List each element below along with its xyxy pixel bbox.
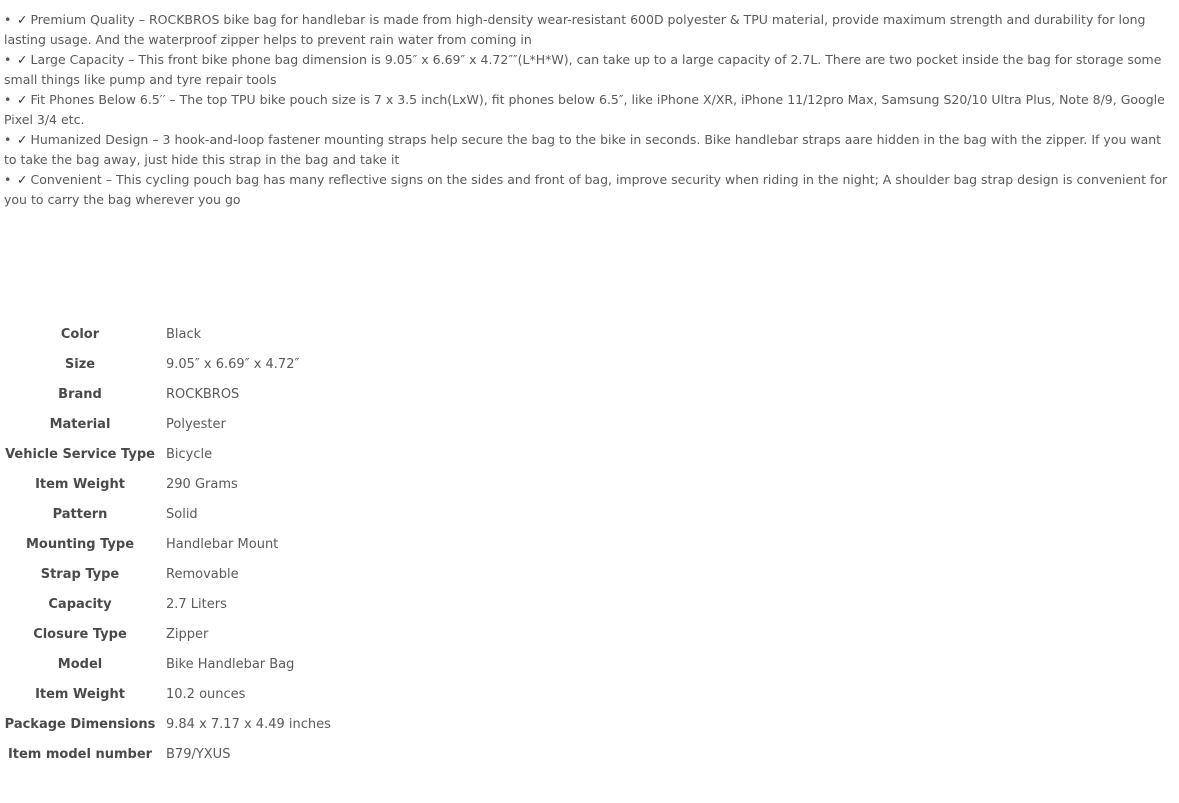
spec-label: Vehicle Service Type <box>5 446 155 462</box>
feature-text: Premium Quality – ROCKBROS bike bag for handlebar is made from high-density wear-resistant 600D polyester & TPU material, provide maximum strength and durability for long lasting usage. And the waterproof zipper helps to prevent rain water from coming in <box>4 12 1146 47</box>
spec-row-size <box>4 349 331 379</box>
feature-list <box>4 10 1174 210</box>
spec-label: Size <box>64 356 96 372</box>
spec-value: 290 Grams <box>166 476 238 492</box>
feature-item <box>4 50 1174 90</box>
spec-label: Mounting Type <box>25 536 135 552</box>
spec-value: Removable <box>166 566 239 582</box>
spec-value: Polyester <box>166 416 226 432</box>
spec-row-closure-type <box>4 619 331 649</box>
spec-row-material <box>4 409 331 439</box>
bullet-icon: • <box>4 92 12 107</box>
spec-label: Material <box>49 416 111 432</box>
spec-label: Closure Type <box>33 626 127 642</box>
feature-item <box>4 130 1174 170</box>
spec-row-vehicle-service-type <box>4 439 331 469</box>
feature-text: Humanized Design – 3 hook-and-loop fastener mounting straps help secure the bag to the bike in seconds. Bike handlebar straps aare hidden in the bag with the zipper. If you want to take the bag away, just hide this strap in the bag and take it <box>4 132 1162 167</box>
bullet-icon: • <box>4 172 12 187</box>
spec-value: 9.84 x 7.17 x 4.49 inches <box>166 716 331 732</box>
spec-value: Bicycle <box>166 446 213 462</box>
spec-value: ROCKBROS <box>166 386 240 402</box>
spec-row-capacity <box>4 589 331 619</box>
spec-label: Item model number <box>7 746 153 762</box>
spec-row-color <box>4 319 331 349</box>
checkmark-icon: ✓ <box>17 92 28 107</box>
spec-row-item-weight <box>4 679 331 709</box>
spec-label: Item Weight <box>35 686 125 702</box>
bullet-icon: • <box>4 12 12 27</box>
checkmark-icon: ✓ <box>17 12 28 27</box>
spec-label: Capacity <box>48 596 112 612</box>
spec-label: Color <box>60 326 100 342</box>
spec-value: 2.7 Liters <box>166 596 227 612</box>
spec-row-mounting-type <box>4 529 331 559</box>
bullet-icon: • <box>4 52 12 67</box>
spec-row-package-dimensions <box>4 709 331 739</box>
spec-row-pattern <box>4 499 331 529</box>
feature-text: Fit Phones Below 6.5′′ – The top TPU bike pouch size is 7 x 3.5 inch(LxW), fit phones below 6.5″, like iPhone X/XR, iPhone 11/12pro Max, Samsung S20/10 Ultra Plus, Note 8/9, Google Pixel 3/4 etc. <box>4 92 1165 127</box>
spec-label: Strap Type <box>40 566 120 582</box>
spec-value: 10.2 ounces <box>166 686 246 702</box>
checkmark-icon: ✓ <box>17 172 28 187</box>
feature-item <box>4 90 1174 130</box>
spec-label: Package Dimensions <box>4 716 156 732</box>
spec-label: Item Weight <box>35 476 125 492</box>
bullet-icon: • <box>4 132 12 147</box>
spec-value: 9.05″ x 6.69″ x 4.72″ <box>166 356 300 372</box>
feature-item <box>4 170 1174 210</box>
checkmark-icon: ✓ <box>17 52 28 67</box>
spec-value: Handlebar Mount <box>166 536 279 552</box>
spec-label: Pattern <box>52 506 108 522</box>
checkmark-icon: ✓ <box>17 132 28 147</box>
feature-item <box>4 10 1174 50</box>
spec-row-item-model-number <box>4 739 331 769</box>
spec-value: Black <box>166 326 202 342</box>
spec-label: Brand <box>58 386 102 402</box>
spec-row-item-weight <box>4 469 331 499</box>
spec-value: Zipper <box>166 626 209 642</box>
spec-label: Model <box>57 656 103 672</box>
spec-value: B79/YXUS <box>166 746 231 762</box>
feature-text: Large Capacity – This front bike phone bag dimension is 9.05″ x 6.69″ x 4.72″″(L*H*W), can take up to a large capacity of 2.7L. There are two pocket inside the bag for storage some small things like pump and tyre repair tools <box>4 52 1162 87</box>
spec-value: Bike Handlebar Bag <box>166 656 295 672</box>
spec-row-model <box>4 649 331 679</box>
feature-text: Convenient – This cycling pouch bag has many reflective signs on the sides and front of bag, improve security when riding in the night; A shoulder bag strap design is convenient for you to carry the bag wherever you go <box>4 172 1168 207</box>
spec-row-brand <box>4 379 331 409</box>
spec-row-strap-type <box>4 559 331 589</box>
specs-table <box>4 319 331 769</box>
spec-value: Solid <box>166 506 198 522</box>
